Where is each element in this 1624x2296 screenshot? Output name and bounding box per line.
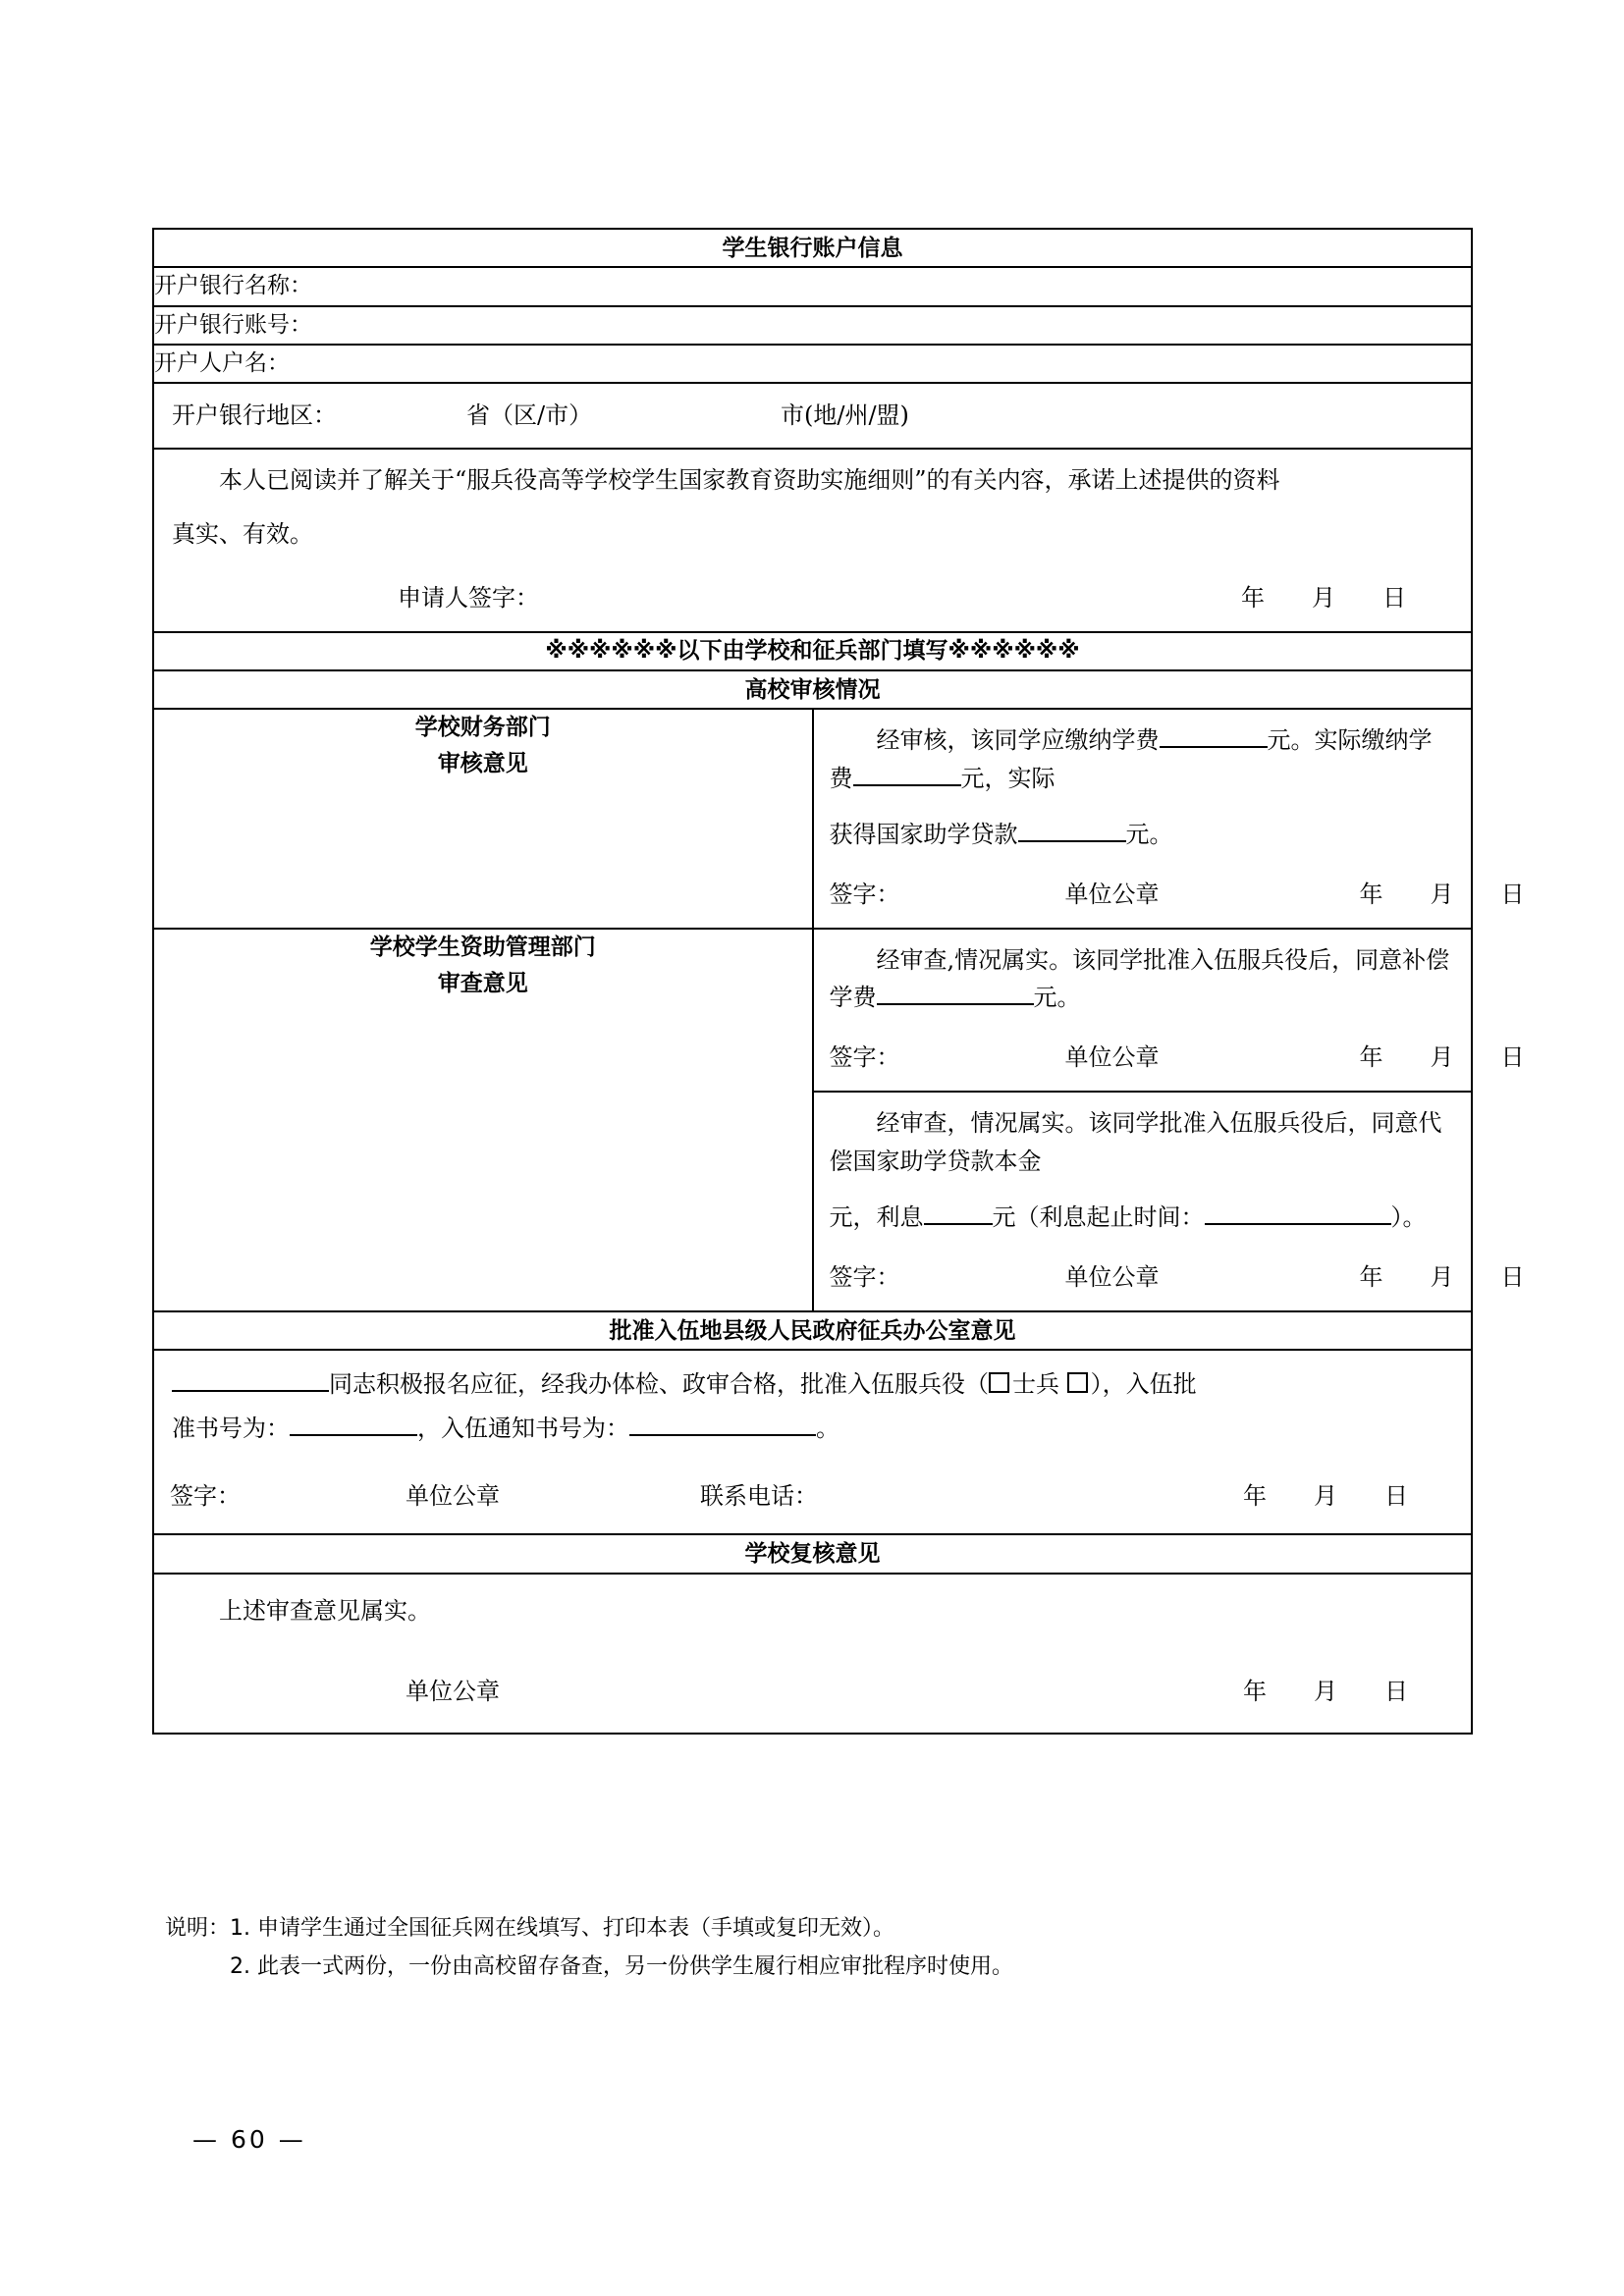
aid-block2-signature-label[interactable]: 签字： [829, 1262, 900, 1291]
aid-block1-signature-label[interactable]: 签字： [829, 1043, 900, 1072]
aid-subblocks [814, 930, 1525, 1310]
conscription-signature-label[interactable]: 签字： [170, 1482, 241, 1511]
student-subsidy-form-table [152, 228, 1525, 1735]
aid-tuition-compensation-blank[interactable] [877, 1003, 1034, 1005]
aid-block2-statement-cont [814, 1187, 1472, 1243]
recheck-signature-line [154, 1633, 1471, 1733]
aid-loan-interest-blank[interactable] [924, 1223, 993, 1225]
finance-year-label[interactable]: 年 [1359, 880, 1383, 908]
finance-section-body [813, 709, 1525, 929]
conscription-text-c: 准书号为： [172, 1414, 290, 1442]
conscription-statement-cont [154, 1409, 1471, 1453]
separator-text: ※※※※※※以下由学校和征兵部门填写※※※※※※ [153, 632, 1472, 670]
bank-region-row [153, 383, 1472, 449]
conscript-name-blank[interactable] [172, 1390, 329, 1392]
conscription-body-row [153, 1350, 1472, 1534]
bank-region-province-label: 省（区/市） [466, 401, 593, 429]
finance-signature-line [814, 860, 1525, 928]
finance-label-line1: 学校财务部门 [414, 715, 551, 740]
finance-text-a: 经审核，该同学应缴纳学费 [876, 726, 1160, 754]
separator-row [153, 632, 1472, 670]
aid-interest-period-blank[interactable] [1205, 1223, 1391, 1225]
recheck-month-label[interactable]: 月 [1314, 1678, 1337, 1706]
aid-section-body [813, 929, 1525, 1311]
aid-block2-day-label[interactable]: 日 [1500, 1262, 1525, 1291]
finance-stamp-label: 单位公章 [1064, 880, 1160, 908]
finance-statement [814, 710, 1472, 804]
recheck-year-label[interactable]: 年 [1243, 1678, 1267, 1706]
recheck-body-cell [153, 1574, 1472, 1735]
declaration-date-fields [1241, 579, 1453, 617]
finance-section-label [153, 709, 813, 929]
conscription-header-row [153, 1311, 1472, 1350]
applicant-signature-label[interactable]: 申请人签字： [398, 583, 539, 612]
conscription-option-soldier[interactable]: 士兵 [1012, 1369, 1059, 1398]
review-header-title: 高校审核情况 [153, 670, 1472, 709]
finance-text-d: 获得国家助学贷款 [829, 820, 1018, 848]
checkbox-nco[interactable] [1067, 1372, 1088, 1393]
conscript-notice-number-blank[interactable] [629, 1434, 816, 1436]
aid-label-line1: 学校学生资助管理部门 [369, 934, 596, 960]
conscription-text-e: 。 [816, 1414, 839, 1442]
bank-section-title: 学生银行账户信息 [153, 229, 1472, 267]
bank-region-city-label: 市(地/州/盟) [781, 401, 909, 429]
aid-section-row [153, 929, 1472, 1311]
conscription-signature-line [154, 1452, 1471, 1533]
conscription-phone-label[interactable]: 联系电话： [700, 1482, 818, 1511]
aid-block2-text-a: 经审查，情况属实。该同学批准入伍服兵役后，同意代偿国家助学贷款本金 [829, 1109, 1442, 1175]
bank-account-row [153, 306, 1472, 345]
finance-month-label[interactable]: 月 [1430, 880, 1454, 908]
aid-block1-date-fields [1360, 1039, 1572, 1077]
bank-region-label: 开户银行地区： [172, 401, 337, 429]
conscription-stamp-label: 单位公章 [406, 1482, 500, 1511]
aid-block1-text-b: 元。 [1033, 984, 1081, 1012]
bank-account-label: 开户银行账号： [153, 306, 1472, 345]
aid-block2-text-d: ）。 [1390, 1202, 1427, 1231]
conscription-text-b: ），入伍批 [1090, 1369, 1197, 1398]
finance-text-c: 元，实际 [960, 764, 1056, 792]
aid-block2-cell [814, 1092, 1525, 1310]
declaration-year-label[interactable]: 年 [1241, 583, 1265, 612]
declaration-day-label[interactable]: 日 [1382, 583, 1406, 612]
aid-block1-text-a: 经审查,情况属实。该同学批准入伍服兵役后，同意补偿学费 [829, 945, 1450, 1012]
page-number: — 60 — [192, 2125, 306, 2154]
recheck-header-row [153, 1534, 1472, 1573]
recheck-day-label[interactable]: 日 [1384, 1678, 1408, 1706]
aid-block2-date-fields [1360, 1258, 1572, 1297]
review-header-row [153, 670, 1472, 709]
aid-block1-signature-line [814, 1023, 1525, 1091]
declaration-row [153, 449, 1472, 632]
aid-block1-stamp-label: 单位公章 [1064, 1043, 1160, 1072]
recheck-stamp-label: 单位公章 [406, 1678, 500, 1706]
conscription-date-fields [1243, 1477, 1455, 1516]
bank-name-row [153, 267, 1472, 305]
finance-date-fields [1360, 876, 1572, 914]
aid-section-label [153, 929, 813, 1311]
aid-label-line2: 审查意见 [437, 970, 528, 996]
conscription-text-a: 同志积极报名应征，经我办体检、政审合格，批准入伍服兵役（ [329, 1369, 989, 1398]
finance-day-label[interactable]: 日 [1500, 880, 1525, 908]
declaration-line2: 真实、有效。 [172, 519, 313, 548]
aid-block2-stamp-label: 单位公章 [1064, 1262, 1160, 1291]
finance-text-e: 元。 [1125, 820, 1173, 848]
finance-due-tuition-blank[interactable] [1160, 746, 1268, 748]
conscription-section-title: 批准入伍地县级人民政府征兵办公室意见 [153, 1311, 1472, 1350]
aid-block2-statement [814, 1093, 1472, 1187]
bank-name-label: 开户银行名称： [153, 267, 1472, 305]
declaration-month-label[interactable]: 月 [1312, 583, 1335, 612]
recheck-date-fields [1243, 1673, 1455, 1711]
conscript-approval-number-blank[interactable] [290, 1434, 417, 1436]
bank-region-cell [153, 383, 1472, 449]
checkbox-soldier[interactable] [989, 1372, 1009, 1393]
aid-block1-month-label[interactable]: 月 [1430, 1043, 1454, 1072]
applicant-signature-line [154, 558, 1471, 631]
recheck-statement: 上述审查意见属实。 [219, 1596, 431, 1625]
declaration-cell [153, 449, 1472, 632]
bank-section-header-row [153, 229, 1472, 267]
conscription-body-cell [153, 1350, 1472, 1534]
account-holder-row [153, 345, 1472, 383]
aid-block2-year-label[interactable]: 年 [1359, 1262, 1383, 1291]
aid-block2-month-label[interactable]: 月 [1430, 1262, 1454, 1291]
aid-block2-text-c: 元（利息起止时间： [992, 1202, 1205, 1231]
finance-loan-amount-blank[interactable] [1018, 840, 1126, 842]
aid-block1-day-label[interactable]: 日 [1500, 1043, 1525, 1072]
declaration-line1: 本人已阅读并了解关于“服兵役高等学校学生国家教育资助实施细则”的有关内容，承诺上述提供的资料 [219, 465, 1280, 494]
aid-block1-statement [814, 930, 1472, 1024]
aid-block1-cell [814, 930, 1525, 1093]
conscription-text-d: ，入伍通知书号为： [417, 1414, 629, 1442]
aid-block2-signature-line [814, 1243, 1525, 1310]
recheck-body-row [153, 1574, 1472, 1735]
footer-note-2: 2. 此表一式两份，一份由高校留存备查，另一份供学生履行相应审批程序时使用。 [230, 1954, 1013, 1980]
finance-signature-label[interactable]: 签字： [829, 880, 900, 908]
finance-section-row [153, 709, 1472, 929]
aid-block1-row [814, 930, 1472, 1093]
finance-label-line2: 审核意见 [437, 751, 528, 777]
finance-text-b: 元。实际缴纳学费 [829, 726, 1433, 792]
account-holder-label: 开户人户名： [153, 345, 1472, 383]
conscription-statement [154, 1351, 1471, 1409]
finance-paid-tuition-blank[interactable] [853, 784, 961, 786]
conscription-year-label[interactable]: 年 [1243, 1482, 1267, 1511]
conscription-month-label[interactable]: 月 [1314, 1482, 1337, 1511]
footer-note-1: 说明：1. 申请学生通过全国征兵网在线填写、打印本表（手填或复印无效）。 [165, 1916, 894, 1941]
finance-statement-cont [814, 804, 1472, 860]
recheck-section-title: 学校复核意见 [153, 1534, 1472, 1573]
aid-block2-row [814, 1092, 1472, 1310]
aid-block2-text-b: 元，利息 [829, 1202, 924, 1231]
footer-notes [165, 1909, 1441, 1986]
conscription-day-label[interactable]: 日 [1384, 1482, 1408, 1511]
aid-block1-year-label[interactable]: 年 [1359, 1043, 1383, 1072]
